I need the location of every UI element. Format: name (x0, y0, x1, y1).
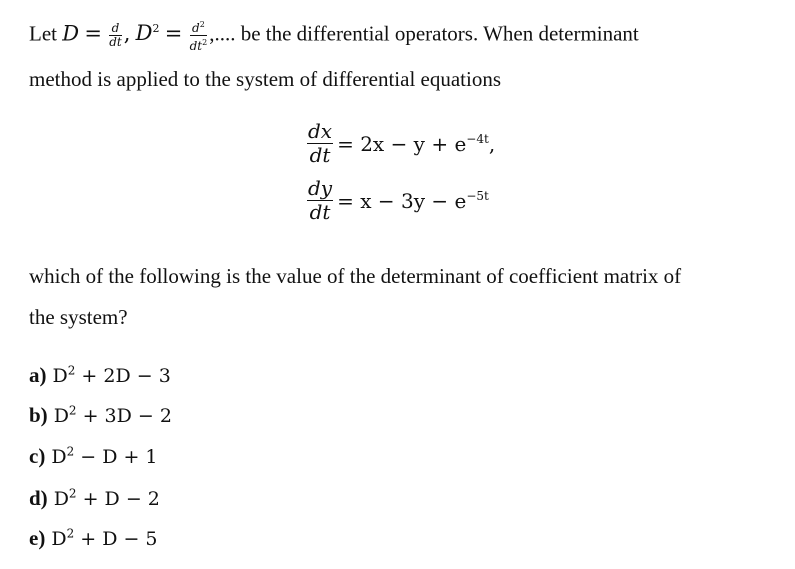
operator-d: D (62, 21, 80, 46)
question-line-1: which of the following is the value of the determinant of coefficient matrix of (29, 264, 682, 288)
let-word: Let (29, 21, 57, 46)
equation-2-rhs: = $x - 3y - e^{-5t}$ (337, 188, 489, 213)
frac-num: $d^2$ (190, 18, 208, 36)
option-b[interactable]: b) $D^2 + 3D - 2$ (29, 403, 172, 427)
frac-den: $dt^2$ (189, 38, 208, 53)
dy-dt-fraction: $\frac{dy}{dt}$ (308, 176, 333, 224)
d-dt-fraction (109, 22, 122, 49)
question-line-2: the system? (29, 305, 128, 329)
option-c[interactable]: c) $D^2 - D + 1$ (29, 444, 158, 468)
equals-sign: = (84, 21, 102, 46)
operator-d2: $D^2$ (135, 21, 160, 46)
equation-1-rhs: = $2x - y + e^{-4t}$, (337, 131, 496, 156)
intro-rest: be the differential operators. When determinant (240, 21, 639, 46)
intro-line-2: method is applied to the system of differential equations (29, 67, 502, 91)
equation-2 (307, 177, 489, 224)
option-d[interactable]: d) $D^2 + D - 2$ (29, 486, 160, 510)
d2-dt2-fraction (190, 18, 208, 53)
dx-dt-fraction: $\frac{dx}{dt}$ (308, 119, 333, 167)
option-a[interactable]: a) $D^2 + 2D - 3$ (29, 363, 171, 387)
frac-num: d (109, 22, 122, 36)
frac-den: dt (109, 35, 122, 49)
equation-1 (307, 120, 495, 167)
intro-line-1: Let D = $\frac{d}{dt}$ , $D^2$ = $\frac{d^2}{dt^2}$ ,.... be the differential operators. When determinant (29, 20, 639, 53)
option-e[interactable]: e) $D^2 + D - 5$ (29, 526, 158, 550)
ellipsis: ,.... (209, 21, 236, 46)
